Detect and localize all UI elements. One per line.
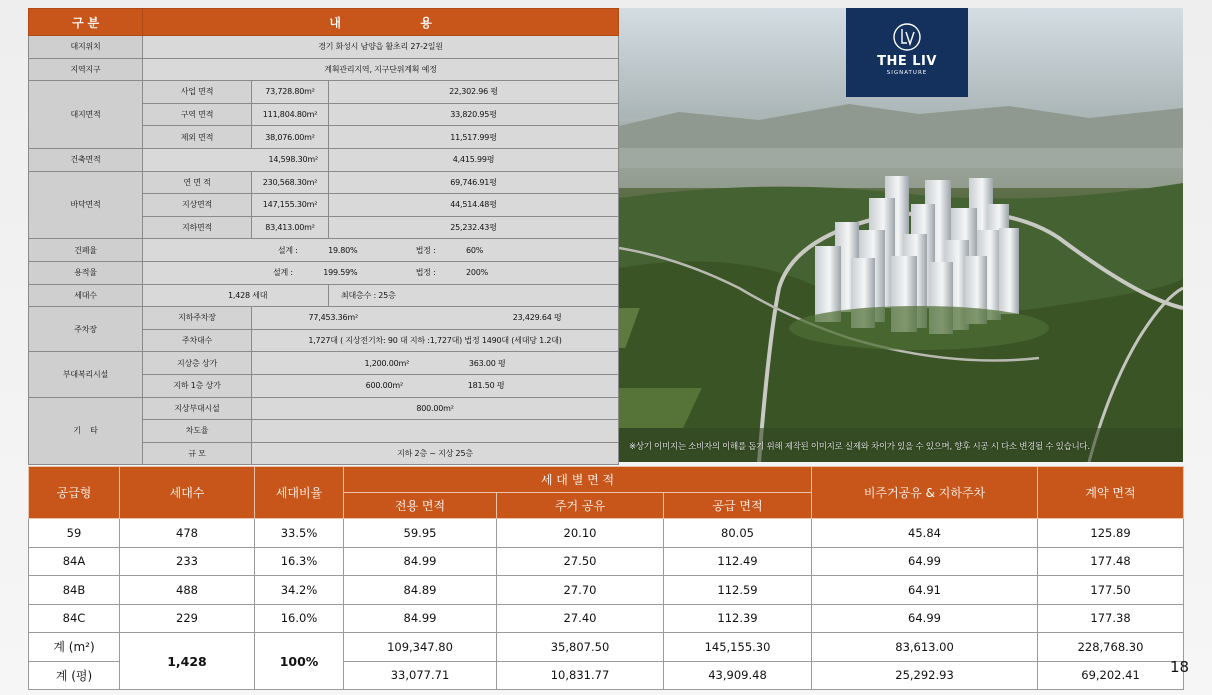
total-m2-label: 계 (m²) xyxy=(29,633,120,662)
far-design: 199.59% xyxy=(323,268,358,278)
total-pyeong-supply: 43,909.48 xyxy=(664,661,812,690)
cell-exclusive: 59.95 xyxy=(344,519,497,548)
site-area-item-m2: 38,076.00m² xyxy=(252,126,329,149)
col-other-common: 비주거공유 & 지하주차 xyxy=(812,467,1038,519)
site-location-label: 대지위치 xyxy=(29,36,143,59)
site-area-item-name: 구역 면적 xyxy=(143,103,252,126)
total-pyeong-contract: 69,202.41 xyxy=(1038,661,1184,690)
unit-area-table xyxy=(28,466,1184,690)
amenities-item-m2: 600.00m² xyxy=(365,381,404,391)
amenities-row xyxy=(29,352,619,375)
floor-area-item-pyeong: 25,232.43평 xyxy=(329,216,619,239)
cell-contract: 177.48 xyxy=(1038,547,1184,576)
cell-common: 27.50 xyxy=(497,547,664,576)
floor-area-item-m2: 147,155.30m² xyxy=(252,194,329,217)
etc-item-value: 800.00m² xyxy=(252,397,619,420)
aerial-rendering xyxy=(619,8,1183,462)
coverage-design-label: 설계 : xyxy=(277,245,298,255)
col-common: 주거 공유 xyxy=(497,493,664,519)
zoning-row xyxy=(29,58,619,81)
site-area-item-name: 사업 면적 xyxy=(143,81,252,104)
far-legal: 200% xyxy=(466,268,489,278)
page-number: 18 xyxy=(1170,658,1190,676)
far-label: 용적율 xyxy=(29,261,143,284)
parking-area-pyeong: 23,429.64 평 xyxy=(512,313,562,323)
cell-common: 20.10 xyxy=(497,519,664,548)
project-overview-table xyxy=(28,8,619,465)
brand-subtitle: SIGNATURE xyxy=(886,70,928,76)
far-design-label: 설계 : xyxy=(272,268,293,278)
cell-exclusive: 84.99 xyxy=(344,604,497,633)
total-ratio: 100% xyxy=(255,633,344,690)
overview-header-row xyxy=(29,9,619,36)
etc-item-value: 지하 2층 ~ 지상 25층 xyxy=(252,442,619,465)
floor-area-item-pyeong: 69,746.91평 xyxy=(329,171,619,194)
floor-area-item-name: 지하면적 xyxy=(143,216,252,239)
max-floors: 최대층수 : 25층 xyxy=(329,284,619,307)
coverage-legal-label: 법정 : xyxy=(415,245,436,255)
floor-area-item-name: 연 면 적 xyxy=(143,171,252,194)
col-type: 공급형 xyxy=(29,467,120,519)
site-area-item-m2: 73,728.80m² xyxy=(252,81,329,104)
cell-type: 84B xyxy=(29,576,120,605)
households-value: 1,428 세대 xyxy=(143,284,329,307)
cell-ratio: 16.3% xyxy=(255,547,344,576)
cell-other: 64.91 xyxy=(812,576,1038,605)
cell-common: 27.70 xyxy=(497,576,664,605)
cell-contract: 177.38 xyxy=(1038,604,1184,633)
total-row-m2 xyxy=(29,633,1184,662)
cell-households: 233 xyxy=(120,547,255,576)
total-m2-contract: 228,768.30 xyxy=(1038,633,1184,662)
parking-row xyxy=(29,307,619,330)
table-row xyxy=(29,547,1184,576)
header-content: 내 용 xyxy=(143,9,619,36)
floor-area-row xyxy=(29,171,619,194)
site-area-row xyxy=(29,81,619,104)
amenities-item-name: 지상층 상가 xyxy=(143,352,252,375)
amenities-item-pyeong: 181.50 평 xyxy=(467,381,505,391)
zoning-label: 지역지구 xyxy=(29,58,143,81)
site-area-item-m2: 111,804.80m² xyxy=(252,103,329,126)
col-households: 세대수 xyxy=(120,467,255,519)
total-m2-supply: 145,155.30 xyxy=(664,633,812,662)
col-ratio: 세대비율 xyxy=(255,467,344,519)
col-area-group: 세 대 별 면 적 xyxy=(344,467,812,493)
cell-other: 64.99 xyxy=(812,604,1038,633)
cell-other: 64.99 xyxy=(812,547,1038,576)
households-row xyxy=(29,284,619,307)
households-label: 세대수 xyxy=(29,284,143,307)
cell-type: 84C xyxy=(29,604,120,633)
total-pyeong-exclusive: 33,077.71 xyxy=(344,661,497,690)
far-value xyxy=(143,261,619,284)
brand-logo xyxy=(846,8,968,97)
parking-area-value xyxy=(252,307,619,330)
floor-area-item-m2: 230,568.30m² xyxy=(252,171,329,194)
amenities-item-value xyxy=(252,374,619,397)
cell-exclusive: 84.89 xyxy=(344,576,497,605)
site-location-value: 경기 화성시 남양읍 활초리 27-2일원 xyxy=(143,36,619,59)
total-m2-exclusive: 109,347.80 xyxy=(344,633,497,662)
cell-supply: 112.49 xyxy=(664,547,812,576)
coverage-value xyxy=(143,239,619,262)
coverage-row xyxy=(29,239,619,262)
header-category: 구 분 xyxy=(29,9,143,36)
cell-households: 478 xyxy=(120,519,255,548)
table-row xyxy=(29,519,1184,548)
coverage-label: 건폐율 xyxy=(29,239,143,262)
parking-count-name: 주차대수 xyxy=(143,329,252,352)
cell-type: 59 xyxy=(29,519,120,548)
etc-row xyxy=(29,397,619,420)
col-exclusive: 전용 면적 xyxy=(344,493,497,519)
site-area-item-pyeong: 22,302.96 평 xyxy=(329,81,619,104)
parking-count-value: 1,727대 ( 지상전기차: 90 대 지하 :1,727대) 법정 1490대 (세대당 1.2대) xyxy=(252,329,619,352)
etc-label: 기 타 xyxy=(29,397,143,465)
unit-header-row xyxy=(29,467,1184,493)
parking-label: 주차장 xyxy=(29,307,143,352)
cell-ratio: 34.2% xyxy=(255,576,344,605)
floor-area-item-name: 지상면적 xyxy=(143,194,252,217)
site-area-item-pyeong: 33,820.95평 xyxy=(329,103,619,126)
col-contract: 계약 면적 xyxy=(1038,467,1184,519)
total-m2-common: 35,807.50 xyxy=(497,633,664,662)
coverage-design: 19.80% xyxy=(328,245,358,255)
total-pyeong-common: 10,831.77 xyxy=(497,661,664,690)
cell-households: 488 xyxy=(120,576,255,605)
cell-ratio: 16.0% xyxy=(255,604,344,633)
cell-supply: 112.39 xyxy=(664,604,812,633)
site-area-item-pyeong: 11,517.99평 xyxy=(329,126,619,149)
zoning-value: 계획관리지역, 지구단위계획 예정 xyxy=(143,58,619,81)
building-area-row xyxy=(29,148,619,171)
total-households: 1,428 xyxy=(120,633,255,690)
total-pyeong-other: 25,292.93 xyxy=(812,661,1038,690)
brand-name: THE LIV xyxy=(877,54,937,69)
amenities-item-value xyxy=(252,352,619,375)
table-row xyxy=(29,576,1184,605)
parking-area-m2: 77,453.36m² xyxy=(308,313,359,323)
amenities-item-m2: 1,200.00m² xyxy=(364,358,410,368)
building-area-label: 건축면적 xyxy=(29,148,143,171)
etc-item-name: 지상부대시설 xyxy=(143,397,252,420)
cell-households: 229 xyxy=(120,604,255,633)
building-area-pyeong: 4,415.99평 xyxy=(329,148,619,171)
cell-contract: 125.89 xyxy=(1038,519,1184,548)
liv-emblem-icon xyxy=(892,22,922,52)
image-disclaimer: ※상기 이미지는 소비자의 이해를 돕기 위해 제작된 이미지로 실제와 차이가 있을 수 있으며, 향후 시공 시 다소 변경될 수 있습니다. xyxy=(629,442,1090,452)
far-legal-label: 법정 : xyxy=(415,268,436,278)
building-area-m2: 14,598.30m² xyxy=(143,148,329,171)
total-pyeong-label: 계 (평) xyxy=(29,661,120,690)
parking-area-name: 지하주차장 xyxy=(143,307,252,330)
coverage-legal: 60% xyxy=(466,245,484,255)
site-location-row xyxy=(29,36,619,59)
floor-area-item-m2: 83,413.00m² xyxy=(252,216,329,239)
col-supply: 공급 면적 xyxy=(664,493,812,519)
cell-type: 84A xyxy=(29,547,120,576)
cell-ratio: 33.5% xyxy=(255,519,344,548)
cell-exclusive: 84.99 xyxy=(344,547,497,576)
landscaping xyxy=(789,306,1049,350)
cell-supply: 112.59 xyxy=(664,576,812,605)
amenities-item-pyeong: 363.00 평 xyxy=(468,358,506,368)
cell-supply: 80.05 xyxy=(664,519,812,548)
far-row xyxy=(29,261,619,284)
cell-other: 45.84 xyxy=(812,519,1038,548)
cell-common: 27.40 xyxy=(497,604,664,633)
table-row xyxy=(29,604,1184,633)
amenities-item-name: 지하 1층 상가 xyxy=(143,374,252,397)
cell-contract: 177.50 xyxy=(1038,576,1184,605)
etc-item-name: 규 모 xyxy=(143,442,252,465)
total-m2-other: 83,613.00 xyxy=(812,633,1038,662)
floor-area-item-pyeong: 44,514.48평 xyxy=(329,194,619,217)
etc-item-value xyxy=(252,420,619,443)
site-area-item-name: 제외 면적 xyxy=(143,126,252,149)
floor-area-label: 바닥면적 xyxy=(29,171,143,239)
etc-item-name: 차도율 xyxy=(143,420,252,443)
site-area-label: 대지면적 xyxy=(29,81,143,149)
amenities-label: 부대복리시설 xyxy=(29,352,143,397)
